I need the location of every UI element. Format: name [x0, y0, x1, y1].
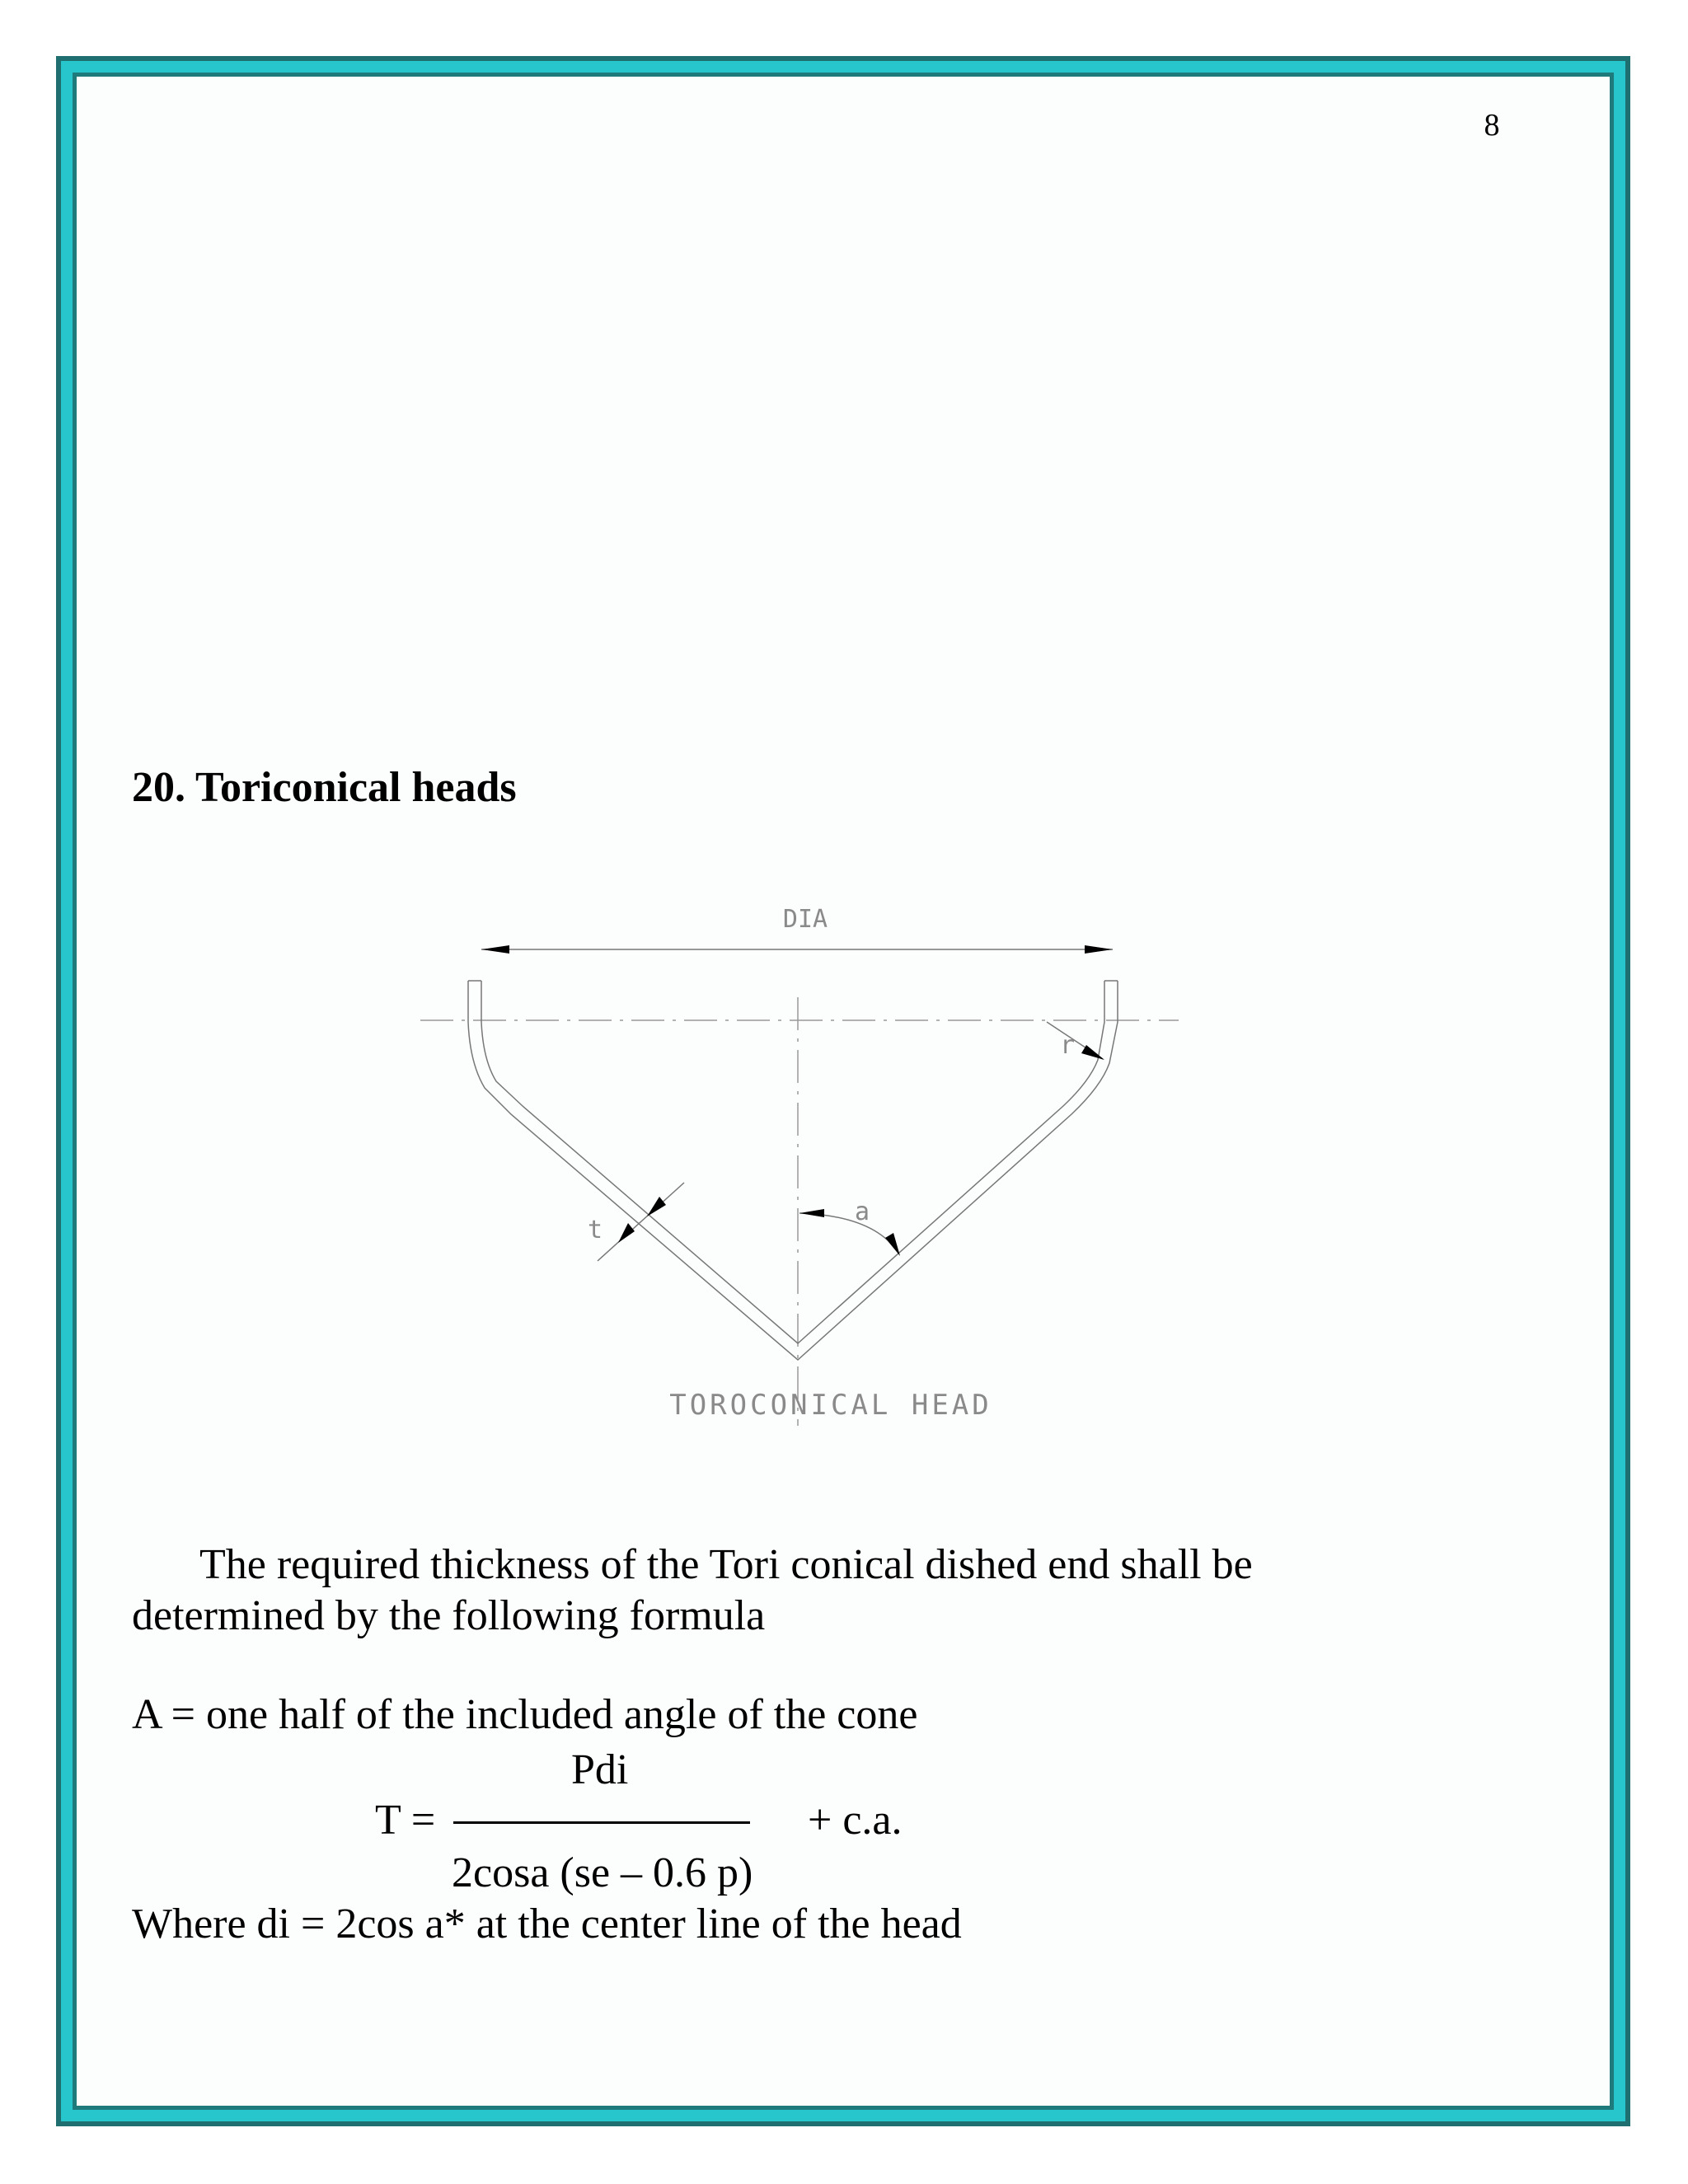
- definition-line: A = one half of the included angle of the cone: [132, 1691, 918, 1738]
- paragraph-line-2: determined by the following formula: [132, 1592, 766, 1639]
- head-inner-profile: [481, 981, 1104, 1343]
- a-label: a: [854, 1197, 870, 1226]
- section-heading: 20. Toriconical heads: [132, 764, 517, 811]
- a-angle-arc: [799, 1213, 898, 1253]
- paragraph-line-1: The required thickness of the Tori conical dished end shall be: [199, 1541, 1253, 1588]
- t-arrow-lower: [618, 1223, 635, 1243]
- t-label: t: [587, 1216, 603, 1244]
- formula-lhs: T =: [375, 1797, 436, 1844]
- dia-label: DIA: [782, 905, 828, 934]
- where-line: Where di = 2cos a* at the center line of the head: [132, 1900, 962, 1947]
- t-leader: [598, 1183, 684, 1261]
- head-outer-profile: [468, 981, 1118, 1360]
- r-label: r: [1059, 1031, 1076, 1060]
- formula-rhs: + c.a.: [808, 1797, 903, 1844]
- formula-fraction-bar: [453, 1821, 750, 1824]
- t-arrow-upper: [647, 1197, 666, 1216]
- a-arrow-left: [799, 1209, 824, 1217]
- dia-arrow-left: [481, 945, 509, 954]
- a-arrow-right: [885, 1233, 900, 1256]
- page-number: 8: [1484, 108, 1500, 143]
- dia-arrow-right: [1085, 945, 1113, 954]
- formula-denominator: 2cosa (se – 0.6 p): [452, 1849, 753, 1896]
- diagram-caption: TOROCONICAL HEAD: [669, 1389, 992, 1422]
- toroconical-head-diagram: [412, 898, 1195, 1442]
- formula-numerator: Pdi: [571, 1746, 629, 1793]
